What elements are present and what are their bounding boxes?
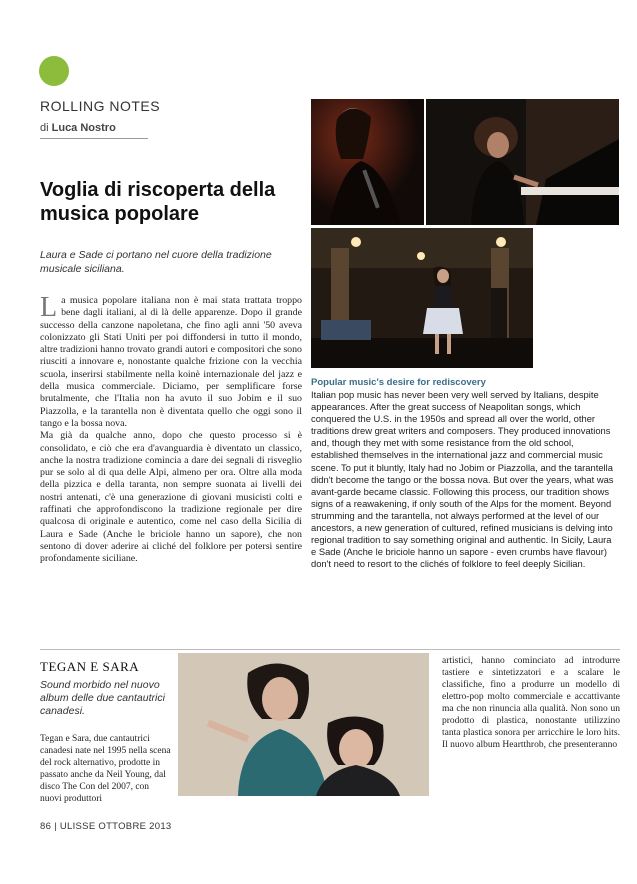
publication-name: ULISSE OTTOBRE 2013 [59,821,172,832]
tegan-body-1: Tegan e Sara, due cantautrici canadesi nate nel 1995 nella scena del rock alternativo, prodotte in passato anche da Neil Young, dal disco The Con del 2007, con nuovi produttori [40,734,171,804]
photo-stage-performance [311,228,533,368]
english-heading: Popular music's desire for rediscovery [311,377,486,388]
article-paragraph-1: a musica popolare italiana non è mai stata trattata troppo bene dagli italiani, al di là delle apparenze. Dopo il grande successo della canzone napoletana, che fino agli anni '50 aveva colonizzato gli Stati Uniti per poi diffondersi in tutto il mondo, altre tradizioni hanno trovato grandi autori e compositori che sono riusciti a innovare e, nonostante qualche frizione con la vecchia scuola, inserirsi stabilmente nella koinè internazionale del jazz e della musica commerciale. Diciamo, per semplificare forse brutalmente, che l'Italia non ha avuto il suo Jobim e il suo Piazzolla, e la tarantella non è diventata quello che oggi sono il tango e la bossa nova. [40,295,302,429]
tegan-heading: TEGAN E SARA [40,659,140,674]
article-body-italian [40,292,302,566]
article-title: Voglia di riscoperta della musica popolare [40,179,276,225]
photo-tegan-and-sara [178,653,429,796]
english-body: Italian pop music has never been very well served by Italians, despite appearances. After the great success of Neapolitan songs, which conquered the U.S. in the 1950s and spread all over the world, other traditions drew great writers and composers. They produced innovations and, though they met with some resistance from the old school, established themselves in the international jazz and commercial music scene. To put it bluntly, Italy had no Jobim or Piazzolla, and the tarantella didn't become the tango or the bossa nova. But over the years, what was avant-garde became classic. Following this process, our tradition shows signs of a reawakening, if only south of the Alps for the moment. Beyond strumming and the tarantella, not always performed at the level of our ancestors, a new generation of cultured, refined musicians is delving into regional tradition to say something original and authentic. In Sicily, Laura e Sade (Anche le briciole hanno un sapore - even crumbs have flavour) don't need to resort to the clichés of folklore to feel deeply Sicilian. [311,389,614,570]
byline-prefix: di [40,122,49,134]
byline-rule [40,138,148,139]
photo-singer-closeup [311,99,424,225]
section-dot [39,56,69,86]
author-name: Luca Nostro [51,122,116,134]
article-paragraph-2: Ma già da qualche anno, dopo che questo processo si è consolidato, e ciò che era d'avanguardia è diventato un classico, anche la nostra tradizione comincia a dare dei segnali di risveglio pur se solo al di qua delle Alpi, almeno per ora. Oltre alla moda della pizzica e della taranta, non sempre suonata ai livelli dei nostri antenati, c'è una generazione di giovani musicisti colti e raffinati che approfondiscono la tradizione regionale per dire qualcosa di originale e autentico, come nel caso della Sicilia di Laura e Sade (Anche le briciole hanno un sapore), che non sentono di dover aderire ai cliché del folklore per potersi sentire profondamente siciliane. [40,430,302,565]
tegan-body-2: artistici, hanno cominciato ad introdurre tastiere e sintetizzatori e a scalare le classifiche, fino a produrre un modello di elettro-pop molto commerciale e accattivante ma che non rinuncia alla qualità. Non sono un prodotto di plastica, nonostante utilizzino tanta plastica sonora per arricchire le loro hits. Il nuovo album Heartthrob, che presenteranno [442,656,620,750]
section-label: ROLLING NOTES [40,98,161,114]
drop-cap: L [40,292,58,323]
byline [40,122,116,134]
tegan-subtitle: Sound morbido nel nuovo album delle due cantautrici canadesi. [40,679,165,717]
page-footer [40,821,172,832]
article-subtitle: Laura e Sade ci portano nel cuore della tradizione musicale siciliana. [40,249,272,275]
photo-pianist [426,99,619,225]
page-number: 86 [40,821,52,832]
section-divider [40,649,620,650]
footer-separator: | [54,821,57,832]
